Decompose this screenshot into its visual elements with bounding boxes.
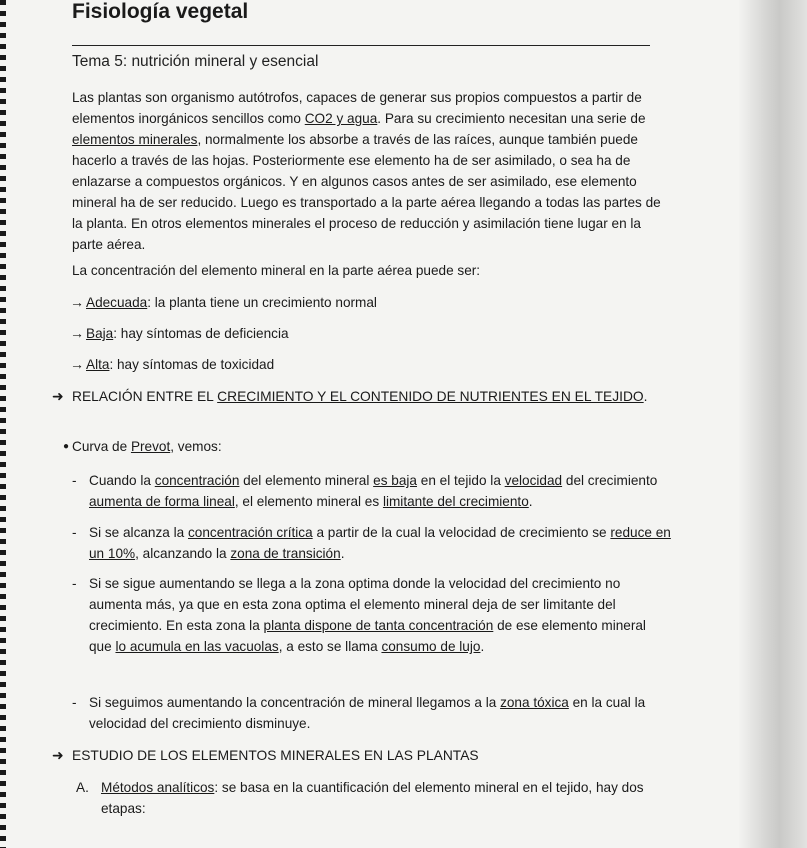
underlined-text: limitante del crecimiento bbox=[382, 494, 529, 509]
bullet-dot-icon: ● bbox=[63, 441, 70, 452]
underlined-text: reduce en un 10% bbox=[89, 525, 671, 561]
text: de ese elemento mineral que bbox=[89, 618, 646, 654]
underlined-text: concentración bbox=[154, 473, 240, 488]
intro-underline-2: elementos minerales bbox=[72, 132, 198, 147]
list-item bbox=[72, 522, 672, 564]
underlined-text: es baja bbox=[373, 473, 417, 488]
arrow-icon: → bbox=[70, 356, 84, 372]
dash-icon: - bbox=[72, 695, 77, 710]
curve-line bbox=[63, 439, 222, 454]
list-item bbox=[72, 470, 672, 512]
arrow-icon: ➜ bbox=[52, 388, 64, 404]
level-desc: : hay síntomas de deficiencia bbox=[113, 326, 289, 341]
text: a partir de la cual la velocidad de crecimiento se bbox=[312, 525, 611, 540]
level-item-baja bbox=[72, 325, 289, 341]
intro-text-3: , normalmente los absorbe a través de las raíces, aunque también puede hacerlo a través de las hojas. Posteriormente ese elemento ha de ser asimilado, o sea ha de enlazarse a compuestos orgánicos. Y en algunos casos antes de ser asimilado, ese elemento mineral ha de ser reducido. Luego es transportado a la parte aérea llegando a todas las partes de la planta. En otros elementos minerales el proceso de reducción y asimilación tiene lugar en la parte aérea. bbox=[72, 132, 661, 252]
dash-icon: - bbox=[72, 473, 77, 488]
underlined-text: velocidad bbox=[504, 473, 563, 488]
method-letter: A. bbox=[76, 780, 89, 795]
level-desc: : hay síntomas de toxicidad bbox=[109, 357, 275, 372]
underlined-text: aumenta de forma lineal bbox=[89, 494, 235, 509]
underlined-text: zona de transición bbox=[230, 546, 341, 561]
level-desc: : la planta tiene un crecimiento normal bbox=[147, 295, 377, 310]
arrow-icon: → bbox=[70, 294, 84, 310]
page-subtitle: Tema 5: nutrición mineral y esencial bbox=[72, 53, 319, 70]
curve-underline: Prevot bbox=[130, 439, 171, 454]
text: , a esto se llama bbox=[278, 639, 382, 654]
intro-underline-1: CO2 y agua bbox=[304, 111, 378, 126]
level-item-adecuada bbox=[72, 294, 377, 310]
section1-text: RELACIÓN ENTRE EL bbox=[72, 389, 218, 404]
underlined-text: lo acumula en las vacuolas bbox=[115, 639, 279, 654]
list-item bbox=[72, 573, 672, 657]
text: en el tejido la bbox=[417, 473, 505, 488]
page-title: Fisiología vegetal bbox=[72, 0, 249, 23]
arrow-icon: ➜ bbox=[52, 747, 64, 763]
binder-holes bbox=[0, 0, 6, 848]
underlined-text: planta dispone de tanta concentración bbox=[263, 618, 494, 633]
text: del crecimiento bbox=[562, 473, 658, 488]
intro-text-2: . Para su crecimiento necesitan una serie de bbox=[377, 111, 646, 126]
level-name: Baja bbox=[86, 326, 114, 341]
arrow-icon: → bbox=[70, 325, 84, 341]
text: Si se alcanza la bbox=[89, 525, 188, 540]
dash-icon: - bbox=[72, 576, 77, 591]
level-name: Adecuada bbox=[86, 295, 148, 310]
underlined-text: consumo de lujo bbox=[381, 639, 481, 654]
underlined-text: zona tóxica bbox=[500, 695, 569, 710]
curve-end: , vemos: bbox=[170, 439, 222, 454]
curve-text: Curva de bbox=[72, 439, 131, 454]
section1-end: . bbox=[643, 389, 648, 404]
section1-underline: CRECIMIENTO Y EL CONTENIDO DE NUTRIENTES EN EL TEJIDO bbox=[217, 389, 644, 404]
text: . bbox=[528, 494, 533, 509]
text: , el elemento mineral es bbox=[234, 494, 383, 509]
text: Si seguimos aumentando la concentración de mineral llegamos a la bbox=[89, 695, 501, 710]
text: . bbox=[480, 639, 485, 654]
text: Cuando la bbox=[89, 473, 155, 488]
method-name: Métodos analíticos bbox=[101, 780, 215, 795]
text: del elemento mineral bbox=[239, 473, 374, 488]
method-item bbox=[72, 777, 672, 819]
level-name: Alta bbox=[86, 357, 110, 372]
intro-text-1: Las plantas son organismo autótrofos, capaces de generar sus propios compuestos a partir de elementos inorgánicos sencillos como bbox=[72, 90, 642, 126]
section-heading-1 bbox=[52, 386, 672, 407]
intro-paragraph bbox=[72, 87, 662, 255]
method-desc: : se basa en la cuantificación del elemento mineral en el tejido, hay dos etapas: bbox=[101, 780, 644, 816]
dash-icon: - bbox=[72, 525, 77, 540]
underlined-text: concentración crítica bbox=[188, 525, 313, 540]
section-heading-2 bbox=[52, 745, 672, 766]
text: . bbox=[340, 546, 345, 561]
level-item-alta bbox=[72, 356, 274, 372]
text: en la cual la velocidad del crecimiento disminuye. bbox=[89, 695, 646, 731]
page-edge-shadow bbox=[738, 0, 807, 848]
list-item bbox=[72, 692, 672, 734]
concentration-intro: La concentración del elemento mineral en la parte aérea puede ser: bbox=[72, 263, 481, 278]
section2-text: ESTUDIO DE LOS ELEMENTOS MINERALES EN LAS PLANTAS bbox=[72, 748, 479, 763]
text: Si se sigue aumentando se llega a la zona optima donde la velocidad del crecimiento no aumenta más, ya que en esta zona optima el elemento mineral deja de ser limitante del crecimiento. En esta zona la bbox=[89, 576, 621, 633]
title-divider bbox=[72, 45, 650, 46]
text: , alcanzando la bbox=[135, 546, 231, 561]
